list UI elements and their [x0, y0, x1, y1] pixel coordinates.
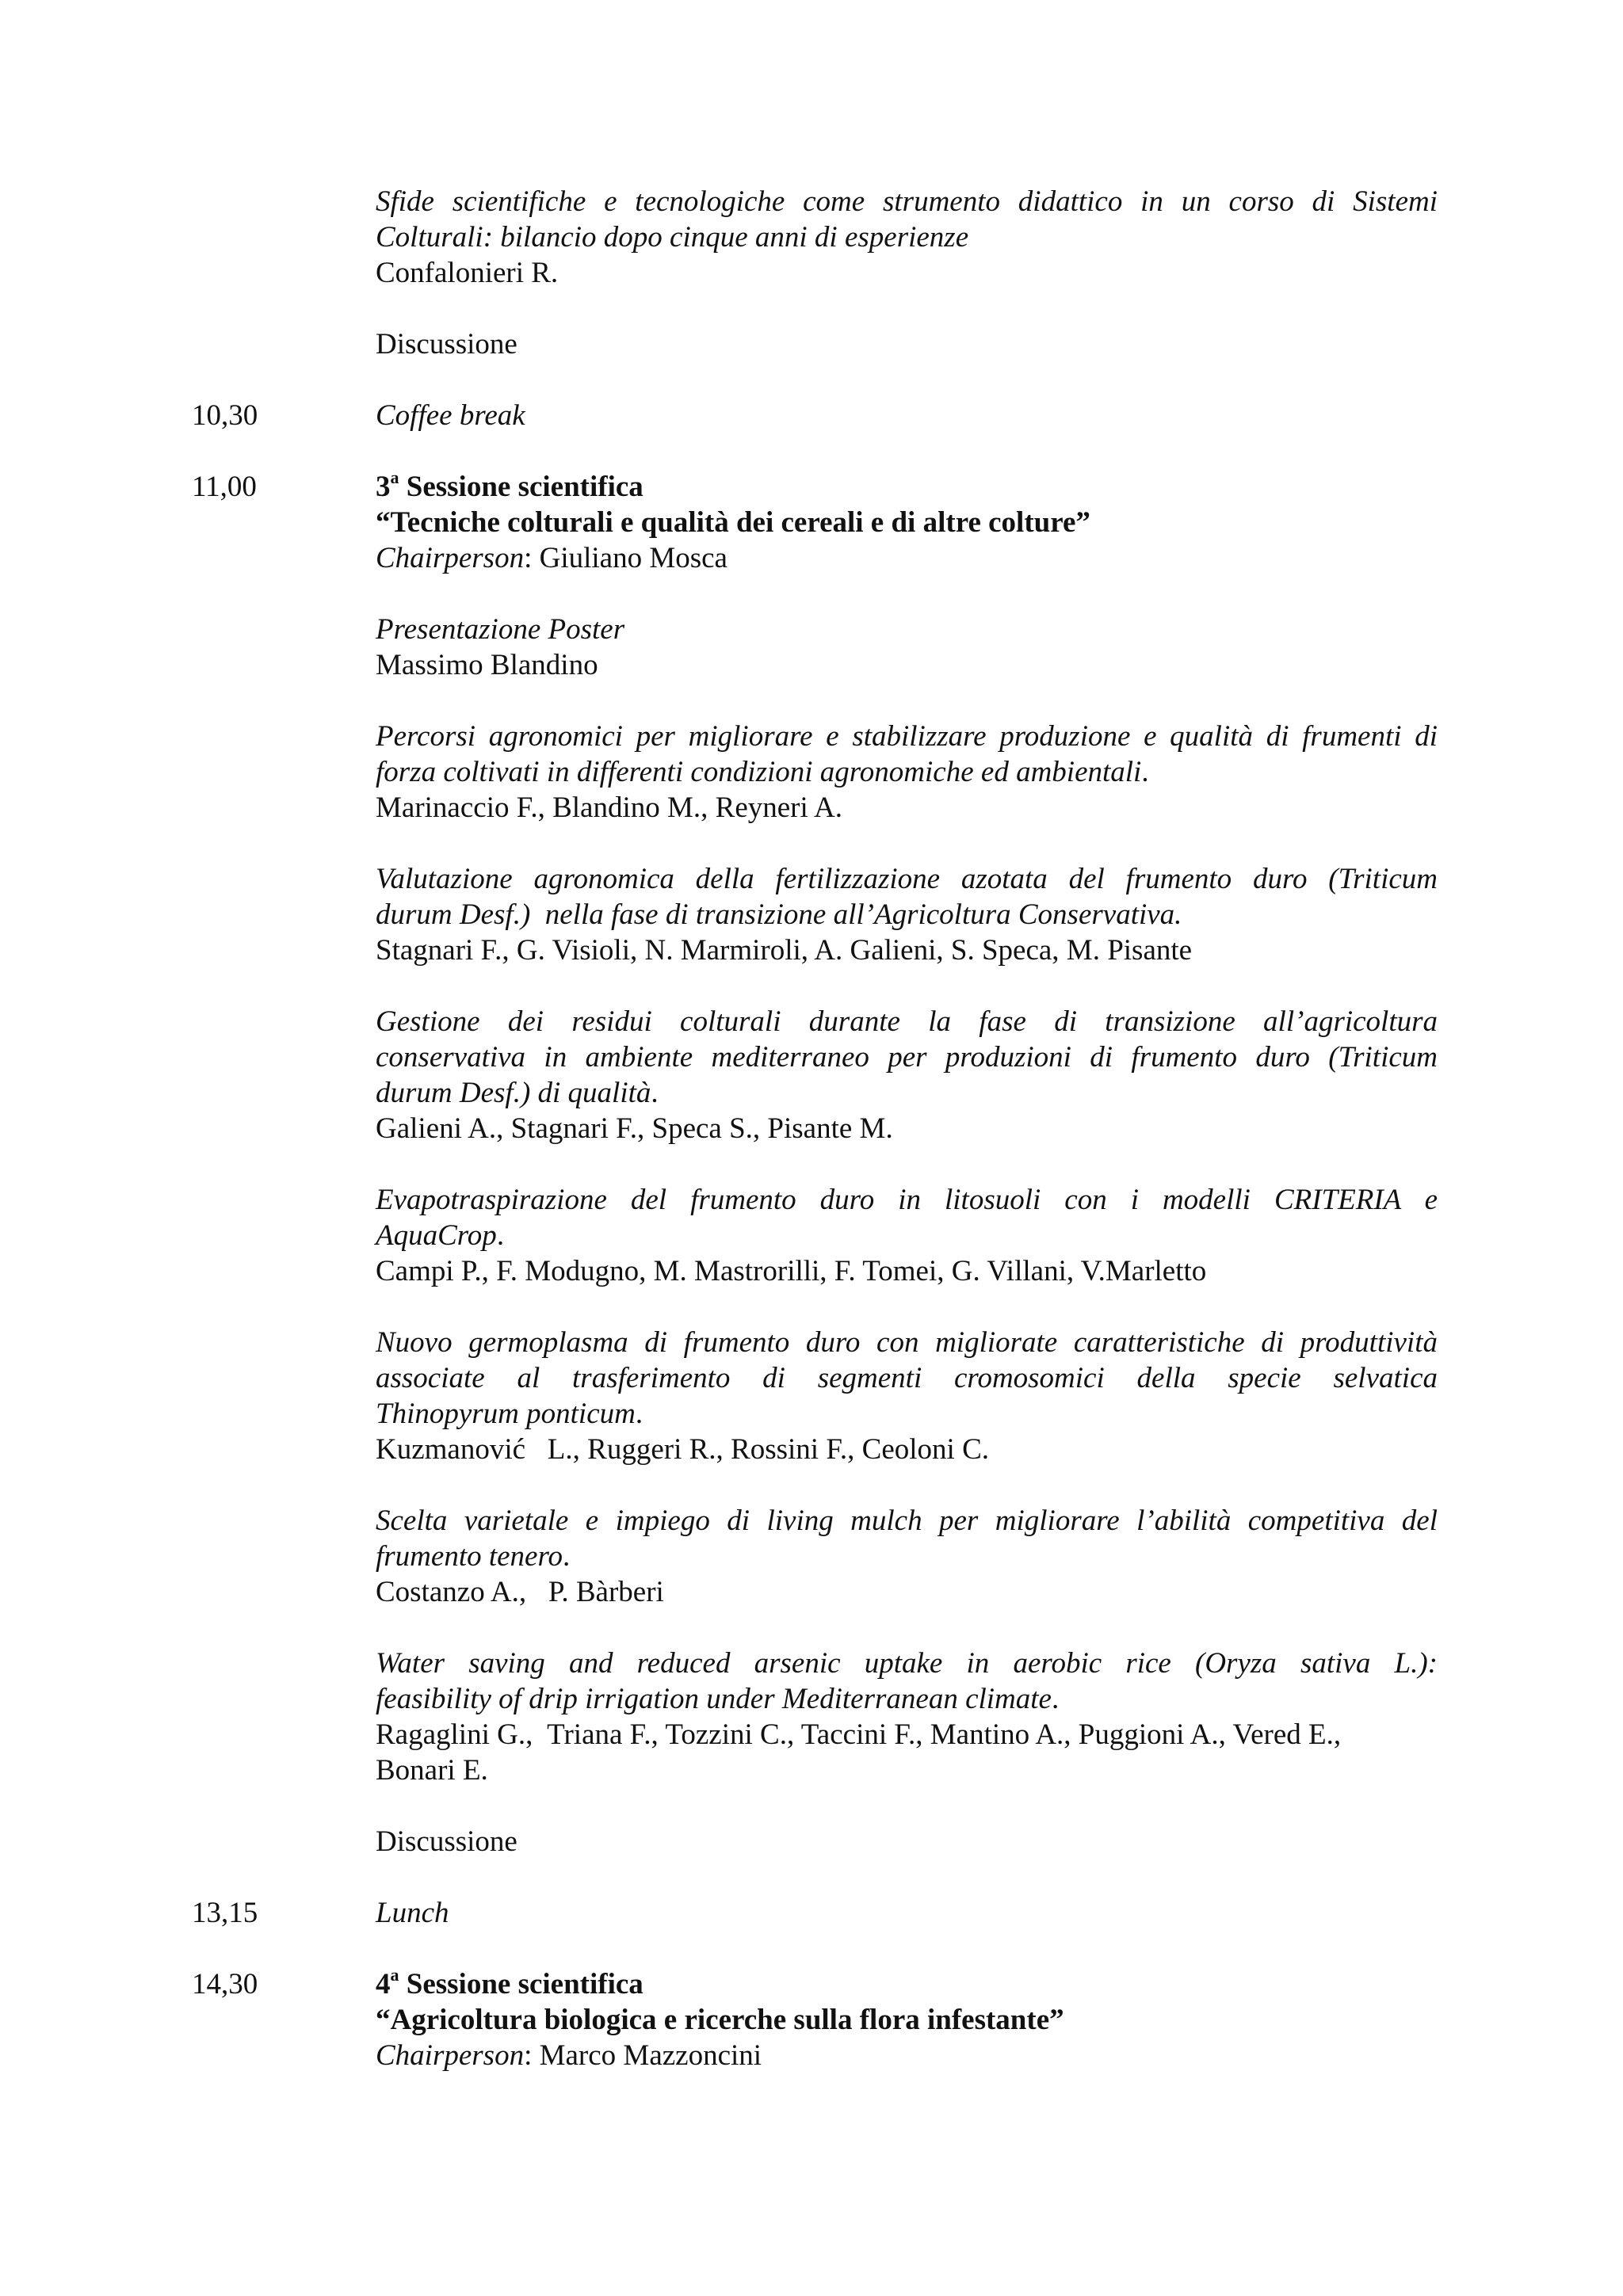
talk-confalonieri [0, 184, 1623, 291]
talk-authors: Ragaglini G., Triana F., Tozzini C., Taccini F., Mantino A., Puggioni A., Vered E., [376, 1718, 1342, 1751]
talk-title-line: Thinopyrum ponticum. [376, 1398, 643, 1430]
program-page [0, 184, 1623, 2073]
talk-title-line: durum Desf.) di qualità. [376, 1077, 659, 1109]
time-label: 10,30 [192, 399, 258, 432]
talk-authors: Campi P., F. Modugno, M. Mastrorilli, F. Tomei, G. Villani, V.Marletto [376, 1255, 1207, 1287]
talk-authors: Bonari E. [376, 1754, 488, 1787]
talk-title-line: Nuovo germoplasma di frumento duro con migliorate caratteristiche di produttività [376, 1326, 1438, 1359]
talk-title-line: forza coltivati in differenti condizioni agronomiche ed ambientali. [376, 756, 1149, 788]
talk-title-line: Colturali: bilancio dopo cinque anni di esperienze [376, 221, 969, 254]
talk-title-line: Valutazione agronomica della fertilizzazione azotata del frumento duro (Triticum [376, 863, 1438, 895]
lunch-label: Lunch [376, 1897, 449, 1929]
talk-authors: Stagnari F., G. Visioli, N. Marmiroli, A. Galieni, S. Speca, M. Pisante [376, 934, 1193, 967]
discussion-1 [0, 326, 1623, 362]
talk-campi [0, 1182, 1623, 1289]
poster-presentation [0, 612, 1623, 683]
time-label: 11,00 [192, 471, 257, 503]
talk-kuzmanovic [0, 1325, 1623, 1467]
talk-title-line: Gestione dei residui colturali durante la fase di transizione all’agricoltura [376, 1005, 1438, 1038]
talk-title-line: Percorsi agronomici per migliorare e stabilizzare produzione e qualità di frumenti di [376, 720, 1438, 753]
time-label: 14,30 [192, 1968, 258, 2000]
poster-presenter: Massimo Blandino [376, 649, 598, 681]
talk-ragaglini [0, 1646, 1623, 1788]
coffee-break-row [0, 398, 1623, 433]
session-subtitle: “Agricoltura biologica e ricerche sulla flora infestante” [376, 2004, 1064, 2036]
discussion-2 [0, 1824, 1623, 1859]
session-4-header [0, 1966, 1623, 2073]
discussion-label: Discussione [376, 328, 517, 360]
talk-marinaccio [0, 719, 1623, 826]
talk-title-line: associate al trasferimento di segmenti cromosomici della specie selvatica [376, 1362, 1438, 1394]
talk-galieni [0, 1004, 1623, 1146]
talk-title-line: Scelta varietale e impiego di living mulch per migliorare l’abilità competitiva del [376, 1505, 1438, 1537]
talk-authors: Kuzmanović L., Ruggeri R., Rossini F., Ceoloni C. [376, 1433, 990, 1466]
talk-title-line: AquaCrop. [376, 1219, 505, 1252]
talk-authors: Marinaccio F., Blandino M., Reyneri A. [376, 791, 842, 824]
talk-title-line: Evapotraspirazione del frumento duro in litosuoli con i modelli CRITERIA e [376, 1184, 1438, 1216]
poster-label: Presentazione Poster [376, 613, 625, 646]
session-chairperson: Chairperson: Marco Mazzoncini [376, 2039, 762, 2072]
talk-authors: Galieni A., Stagnari F., Speca S., Pisante M. [376, 1112, 893, 1145]
talk-title-line: Water saving and reduced arsenic uptake in aerobic rice (Oryza sativa L.): [376, 1647, 1438, 1680]
talk-costanzo [0, 1503, 1623, 1610]
talk-title-line: durum Desf.) nella fase di transizione all’Agricoltura Conservativa. [376, 898, 1182, 931]
coffee-break-label: Coffee break [376, 399, 525, 432]
discussion-label: Discussione [376, 1825, 517, 1858]
session-title: 4$^a$ Sessione scientifica [376, 1965, 643, 2000]
lunch-row [0, 1895, 1623, 1931]
time-label: 13,15 [192, 1897, 258, 1929]
talk-authors: Confalonieri R. [376, 257, 559, 289]
talk-authors: Costanzo A., P. Bàrberi [376, 1576, 664, 1608]
session-3-header [0, 469, 1623, 576]
talk-title-line: frumento tenero. [376, 1540, 571, 1573]
talk-title-line: Sfide scientifiche e tecnologiche come strumento didattico in un corso di Sistemi [376, 185, 1438, 218]
talk-title-line: conservativa in ambiente mediterraneo per produzioni di frumento duro (Triticum [376, 1041, 1438, 1074]
session-subtitle: “Tecniche colturali e qualità dei cereali e di altre colture” [376, 506, 1090, 539]
talk-stagnari [0, 861, 1623, 968]
talk-title-line: feasibility of drip irrigation under Mediterranean climate. [376, 1683, 1060, 1715]
session-title: 3$^a$ Sessione scientifica [376, 467, 643, 503]
session-chairperson: Chairperson: Giuliano Mosca [376, 542, 727, 574]
